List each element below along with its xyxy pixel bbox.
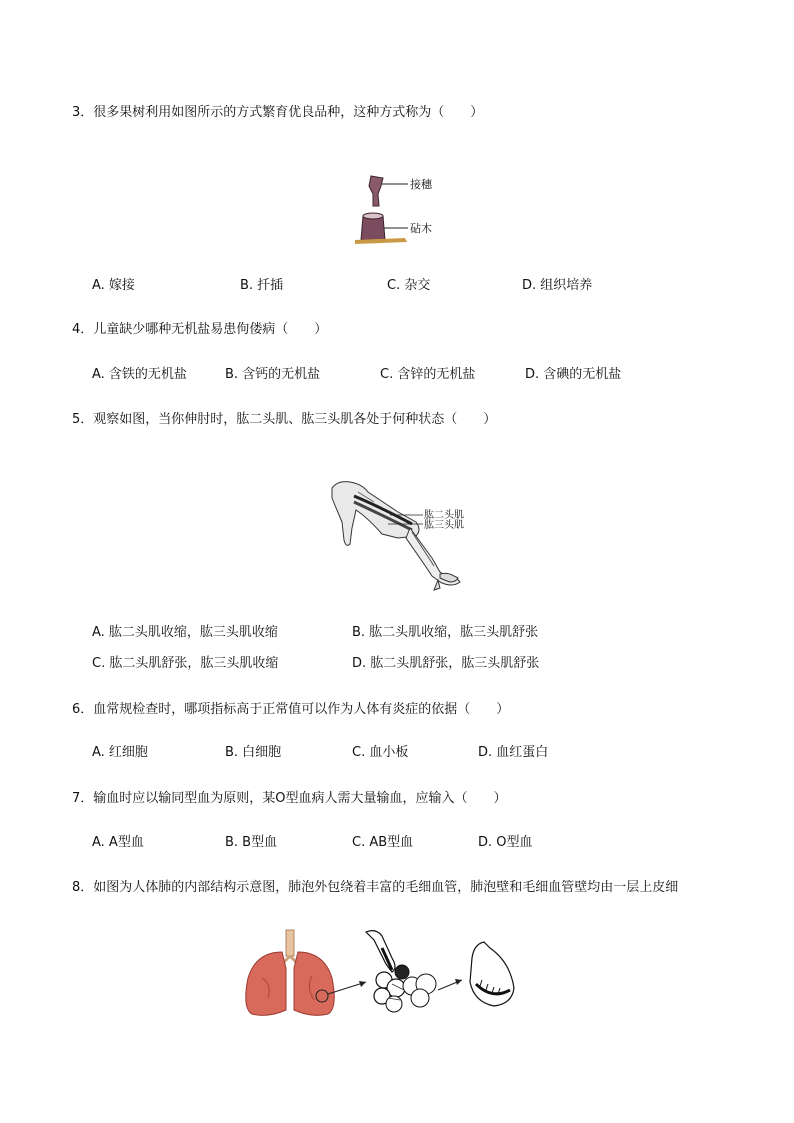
q3-option-c[interactable]: C. 杂交 [387, 278, 431, 293]
question-4-stem: 4．儿童缺少哪种无机盐易患佝偻病（ ） [72, 322, 328, 337]
q7-option-c[interactable]: C. AB型血 [352, 835, 414, 850]
stock-label: 砧木 [410, 222, 432, 235]
q7-option-d[interactable]: D. O型血 [478, 835, 533, 850]
triceps-label: 肱三头肌 [424, 520, 464, 531]
q3-option-a[interactable]: A. 嫁接 [92, 278, 135, 293]
biceps-label: 肱二头肌 [424, 510, 464, 521]
q4-option-d[interactable]: D. 含碘的无机盐 [525, 367, 622, 382]
lung-structure-figure [242, 928, 522, 1020]
q6-option-c[interactable]: C. 血小板 [352, 745, 409, 760]
q7-option-b[interactable]: B. B型血 [225, 835, 278, 850]
question-3-stem: 3．很多果树利用如图所示的方式繁育优良品种，这种方式称为（ ） [72, 105, 484, 120]
scion-label: 接穗 [410, 178, 432, 191]
q4-option-c[interactable]: C. 含锌的无机盐 [380, 367, 476, 382]
question-8-stem: 8．如图为人体肺的内部结构示意图，肺泡外包绕着丰富的毛细血管，肺泡壁和毛细血管壁均由一层上皮细 [72, 880, 679, 895]
arm-muscle-figure [328, 478, 478, 598]
q3-option-d[interactable]: D. 组织培养 [522, 278, 593, 293]
q5-option-c[interactable]: C. 肱二头肌舒张，肱三头肌收缩 [92, 656, 279, 671]
q5-option-a[interactable]: A. 肱二头肌收缩，肱三头肌收缩 [92, 625, 278, 640]
grafting-figure [355, 172, 445, 247]
q3-option-b[interactable]: B. 扦插 [240, 278, 284, 293]
q6-option-b[interactable]: B. 白细胞 [225, 745, 282, 760]
q6-option-d[interactable]: D. 血红蛋白 [478, 745, 549, 760]
question-6-stem: 6．血常规检查时，哪项指标高于正常值可以作为人体有炎症的依据（ ） [72, 702, 510, 717]
question-5-stem: 5．观察如图，当你伸肘时，肱二头肌、肱三头肌各处于何种状态（ ） [72, 412, 497, 427]
q7-option-a[interactable]: A. A型血 [92, 835, 144, 850]
q4-option-a[interactable]: A. 含铁的无机盐 [92, 367, 187, 382]
q4-option-b[interactable]: B. 含钙的无机盐 [225, 367, 321, 382]
q5-option-d[interactable]: D. 肱二头肌舒张，肱三头肌舒张 [352, 656, 540, 671]
q6-option-a[interactable]: A. 红细胞 [92, 745, 148, 760]
q5-option-b[interactable]: B. 肱二头肌收缩，肱三头肌舒张 [352, 625, 539, 640]
question-7-stem: 7．输血时应以输同型血为原则，某O型血病人需大量输血，应输入（ ） [72, 791, 507, 806]
